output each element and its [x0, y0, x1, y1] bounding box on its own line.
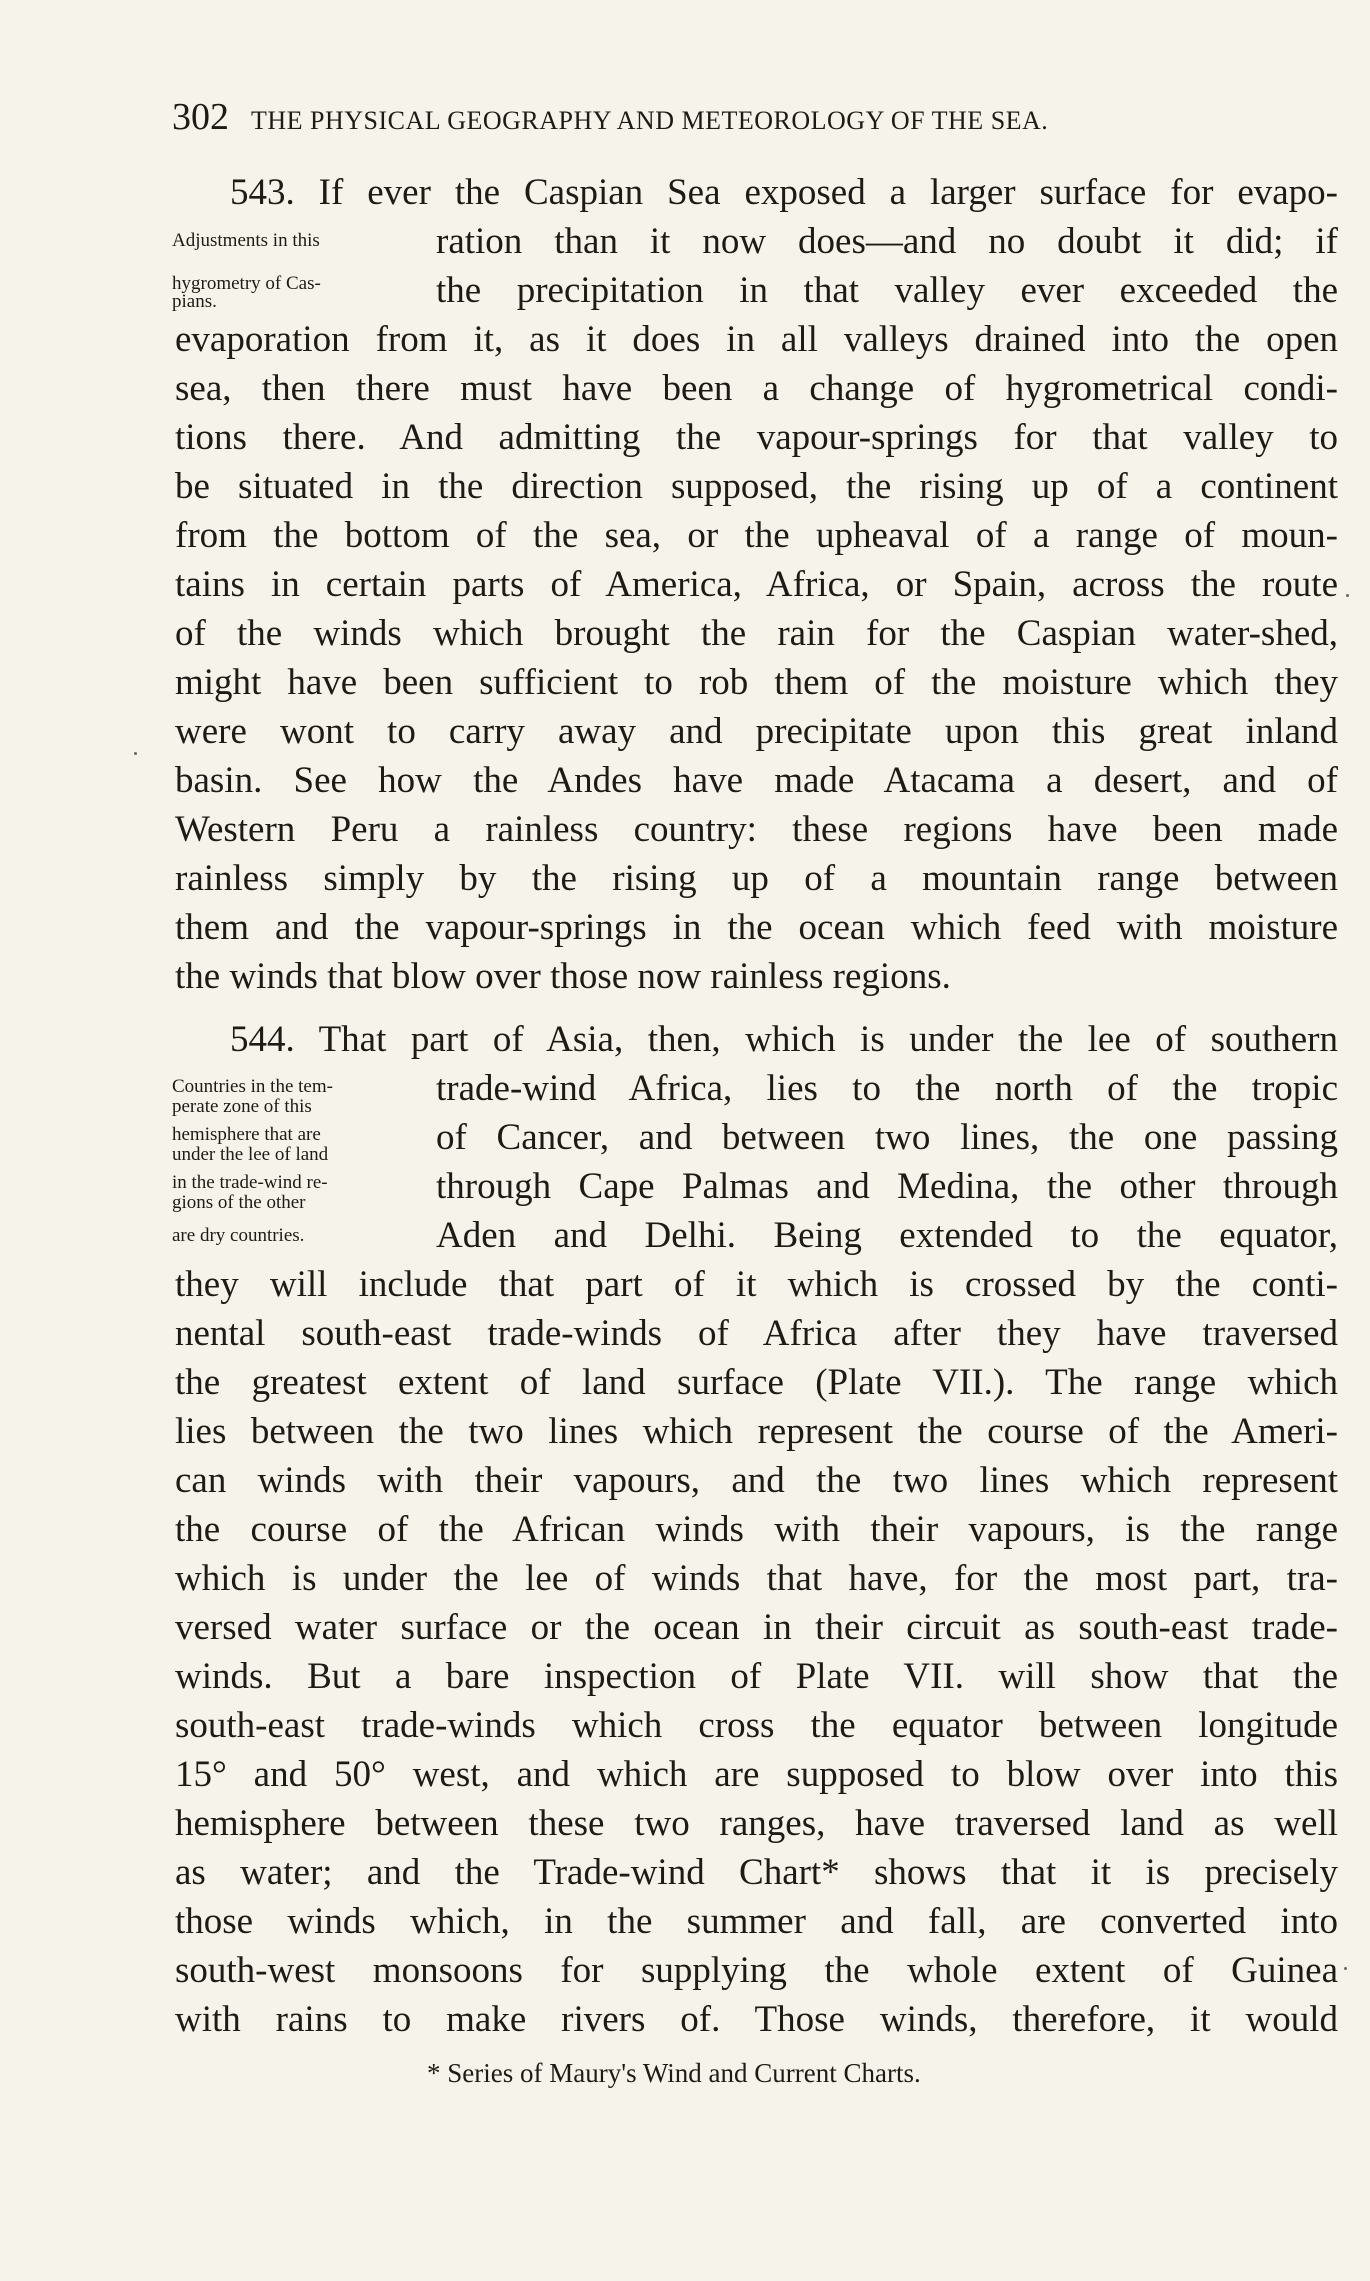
body-line-19: trade-wind Africa, lies to the north of the tropic [436, 1068, 1338, 1109]
body-line-21: through Cape Palmas and Medina, the other through [436, 1166, 1338, 1207]
body-line-4: evaporation from it, as it does in all valleys drained into the open [175, 319, 1338, 360]
body-line-18: 544. That part of Asia, then, which is under the lee of southern [230, 1019, 1338, 1060]
running-head [172, 95, 1282, 139]
body-line-16: them and the vapour-springs in the ocean which feed with moisture [175, 907, 1338, 948]
body-line-27: can winds with their vapours, and the two lines which represent [175, 1460, 1338, 1501]
sidenote-2-line-3: hemisphere that are [172, 1124, 321, 1145]
body-line-26: lies between the two lines which represent the course of the Ameri- [175, 1411, 1338, 1452]
sidenote-2-line-2: perate zone of this [172, 1096, 312, 1117]
print-speck [134, 752, 137, 755]
body-line-36: those winds which, in the summer and fall, are converted into [175, 1901, 1338, 1942]
page-number: 302 [172, 96, 229, 138]
body-line-5: sea, then there must have been a change of hygrometrical condi- [175, 368, 1338, 409]
body-line-34: hemisphere between these two ranges, have traversed land as well [175, 1803, 1338, 1844]
body-line-17: the winds that blow over those now rainless regions. [175, 956, 951, 997]
body-line-22: Aden and Delhi. Being extended to the equator, [436, 1215, 1338, 1256]
body-line-38: with rains to make rivers of. Those winds, therefore, it would [175, 1999, 1338, 2040]
sidenote-2-line-7: are dry countries. [172, 1225, 305, 1246]
body-line-31: winds. But a bare inspection of Plate VII. will show that the [175, 1656, 1338, 1697]
body-line-20: of Cancer, and between two lines, the one passing [436, 1117, 1338, 1158]
print-speck [1344, 1967, 1347, 1970]
sidenote-2-line-1: Countries in the tem- [172, 1076, 333, 1097]
body-line-32: south-east trade-winds which cross the equator between longitude [175, 1705, 1338, 1746]
body-line-3: the precipitation in that valley ever exceeded the [436, 270, 1338, 311]
body-line-14: Western Peru a rainless country: these regions have been made [175, 809, 1338, 850]
sidenote-2-line-4: under the lee of land [172, 1144, 329, 1165]
body-line-9: tains in certain parts of America, Africa, or Spain, across the route [175, 564, 1338, 605]
body-line-37: south-west monsoons for supplying the whole extent of Guinea [175, 1950, 1338, 1991]
body-line-2: ration than it now does—and no doubt it did; if [436, 221, 1338, 262]
body-line-35: as water; and the Trade-wind Chart* shows that it is precisely [175, 1852, 1338, 1893]
sidenote-1-line-1: Adjustments in this [172, 230, 320, 251]
sidenote-1-line-3: pians. [172, 291, 217, 312]
body-line-25: the greatest extent of land surface (Plate VII.). The range which [175, 1362, 1338, 1403]
sidenote-2-line-5: in the trade-wind re- [172, 1172, 328, 1193]
body-line-13: basin. See how the Andes have made Atacama a desert, and of [175, 760, 1338, 801]
sidenote-2-line-6: gions of the other [172, 1192, 306, 1213]
body-line-7: be situated in the direction supposed, the rising up of a continent [175, 466, 1338, 507]
body-line-15: rainless simply by the rising up of a mountain range between [175, 858, 1338, 899]
body-line-24: nental south-east trade-winds of Africa after they have traversed [175, 1313, 1338, 1354]
sidenote-1-line-2: hygrometry of Cas- [172, 273, 321, 294]
body-line-28: the course of the African winds with their vapours, is the range [175, 1509, 1338, 1550]
running-head-title: THE PHYSICAL GEOGRAPHY AND METEOROLOGY OF THE SEA. [251, 106, 1049, 135]
body-line-1: 543. If ever the Caspian Sea exposed a larger surface for evapo- [230, 172, 1338, 213]
body-line-6: tions there. And admitting the vapour-springs for that valley to [175, 417, 1338, 458]
footnote: * Series of Maury's Wind and Current Charts. [427, 2058, 921, 2088]
body-line-11: might have been sufficient to rob them of the moisture which they [175, 662, 1338, 703]
print-speck [1346, 594, 1349, 597]
body-line-30: versed water surface or the ocean in their circuit as south-east trade- [175, 1607, 1338, 1648]
body-line-33: 15° and 50° west, and which are supposed to blow over into this [175, 1754, 1338, 1795]
body-line-29: which is under the lee of winds that have, for the most part, tra- [175, 1558, 1338, 1599]
body-line-23: they will include that part of it which is crossed by the conti- [175, 1264, 1338, 1305]
body-line-8: from the bottom of the sea, or the upheaval of a range of moun- [175, 515, 1338, 556]
body-line-10: of the winds which brought the rain for the Caspian water-shed, [175, 613, 1338, 654]
body-line-12: were wont to carry away and precipitate upon this great inland [175, 711, 1338, 752]
